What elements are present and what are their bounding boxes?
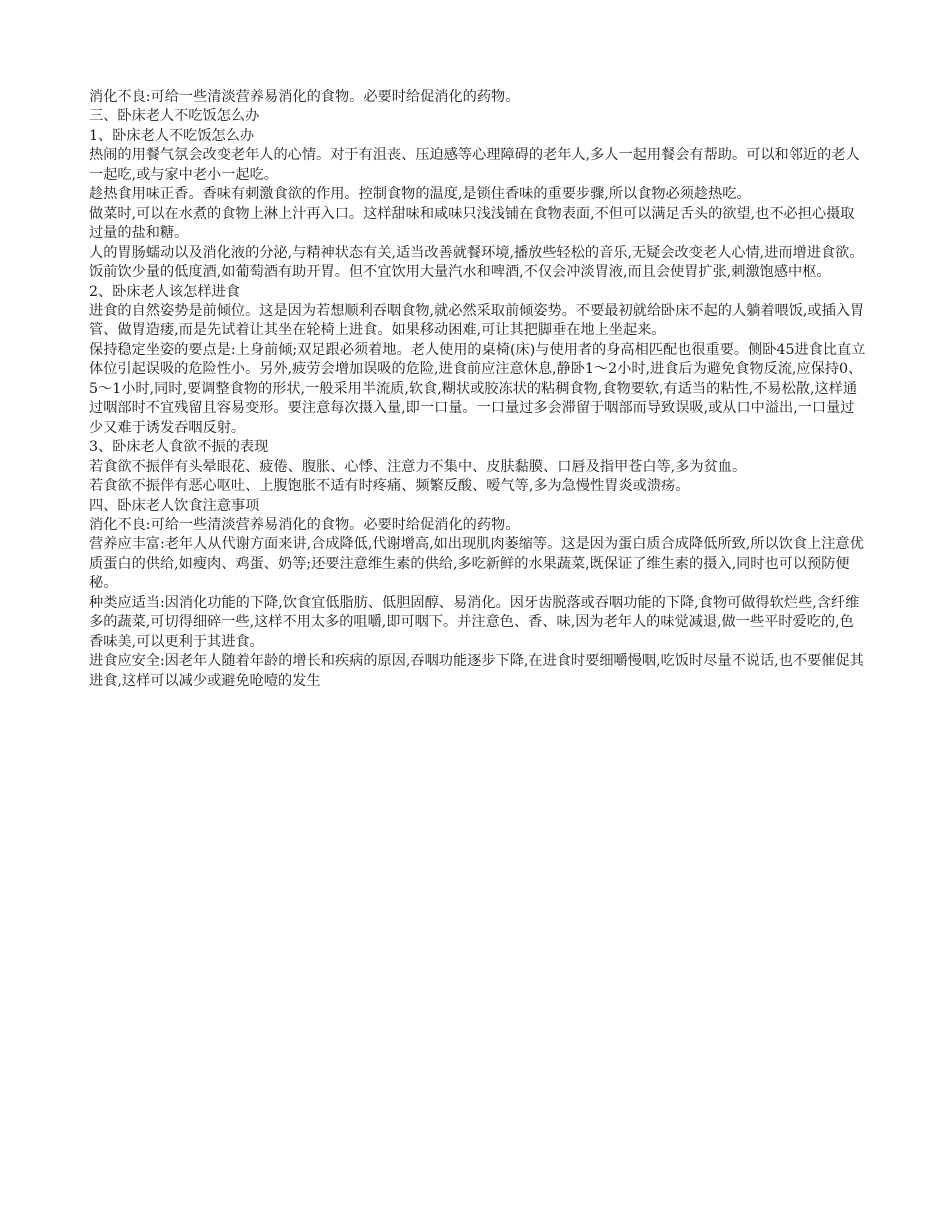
paragraph-environment: 人的胃肠蠕动以及消化液的分泌,与精神状态有关,适当改善就餐环境,播放些轻松的音乐,无疑会改变老人心情,进而增进食欲。: [89, 244, 864, 261]
paragraph-anemia: 若食欲不振伴有头晕眼花、疲倦、腹胀、心悸、注意力不集中、皮肤黏膜、口唇及指甲苍白等,多为贫血。: [89, 458, 747, 475]
paragraph-sitting: 保持稳定坐姿的要点是:上身前倾;双足跟必须着地。老人使用的桌椅(床)与使用者的身高相匹配也很重要。侧卧45进食比直立体位引起误吸的危险性小。另外,疲劳会增加误吸的危险,进食前应注意休息,静卧1～2小时,进食后为避免食物反流,应保持0、5～1小时,同时,要调整食物的形状,一般采用半流质,软食,糊状或胶冻状的粘稠食物,食物要软,有适当的粘性,不易松散,这样通过咽部时不宜残留且容易变形。要注意每次摄入量,即一口量。一口量过多会滞留于咽部而导致误吸,或从口中溢出,一口量过少又难于诱发吞咽反射。: [89, 341, 866, 436]
subheading-2: 2、卧床老人该怎样进食: [89, 283, 240, 300]
subheading-3: 3、卧床老人食欲不振的表现: [89, 439, 269, 456]
subheading-1: 1、卧床老人不吃饭怎么办: [89, 127, 255, 144]
paragraph-safety: 进食应安全:因老年人随着年龄的增长和疾病的原因,吞咽功能逐步下降,在进食时要细嚼慢咽,吃饭时尽量不说话,也不要催促其进食,这样可以减少或避免呛噎的发生: [89, 653, 864, 689]
paragraph-sauce: 做菜时,可以在水煮的食物上淋上汁再入口。这样甜味和咸味只浅浅铺在食物表面,不但可以满足舌头的欲望,也不必担心摄取过量的盐和糖。: [89, 205, 855, 242]
section-heading-3: 三、卧床老人不吃饭怎么办: [89, 108, 260, 125]
paragraph-indigestion: 消化不良:可给一些清淡营养易消化的食物。必要时给促消化的药物。: [89, 89, 520, 105]
paragraph-posture: 进食的自然姿势是前倾位。这是因为若想顺利吞咽食物,就必然采取前倾姿势。不要最初就给卧床不起的人躺着喂饭,或插入胃管、做胃造瘘,而是先试着让其坐在轮椅上进食。如果移动困难,可让其把脚垂在地上坐起来。: [89, 302, 865, 339]
paragraph-nutrition: 营养应丰富:老年人从代谢方面来讲,合成降低,代谢增高,如出现肌肉萎缩等。这是因为蛋白质合成降低所致,所以饮食上注意优质蛋白的供给,如瘦肉、鸡蛋、奶等;还要注意维生素的供给,多吃新鲜的水果蔬菜,既保证了维生素的摄入,同时也可以预防便秘。: [89, 536, 864, 592]
paragraph-atmosphere: 热闹的用餐气氛会改变老年人的心情。对于有沮丧、压迫感等心理障碍的老年人,多人一起用餐会有帮助。可以和邻近的老人一起吃,或与家中老小一起吃。: [89, 147, 860, 183]
paragraph-indigestion-2: 消化不良:可给一些清淡营养易消化的食物。必要时给促消化的药物。: [89, 516, 520, 533]
paragraph-food-types: 种类应适当:因消化功能的下降,饮食宜低脂肪、低胆固醇、易消化。因牙齿脱落或吞咽功能的下降,食物可做得软烂些,含纤维多的蔬菜,可切得细碎一些,这样不用太多的咀嚼,即可咽下。并注意色、香、味,因为老年人的味觉减退,做一些平时爱吃的,色香味美,可以更利于其进食。: [89, 594, 860, 650]
paragraph-wine: 饭前饮少量的低度酒,如葡萄酒有助开胃。但不宜饮用大量汽水和啤酒,不仅会冲淡胃液,而且会使胃扩张,刺激饱感中枢。: [89, 264, 831, 281]
paragraph-gastritis: 若食欲不振伴有恶心呕吐、上腹饱胀不适有时疼痛、频繁反酸、嗳气等,多为急慢性胃炎或溃疡。: [89, 478, 690, 495]
paragraph-eat-hot: 趁热食用味正香。香味有刺激食欲的作用。控制食物的温度,是锁住香味的重要步骤,所以食物必须趁热吃。: [89, 186, 751, 203]
document-body: [89, 88, 867, 691]
section-heading-4: 四、卧床老人饮食注意事项: [89, 497, 260, 514]
